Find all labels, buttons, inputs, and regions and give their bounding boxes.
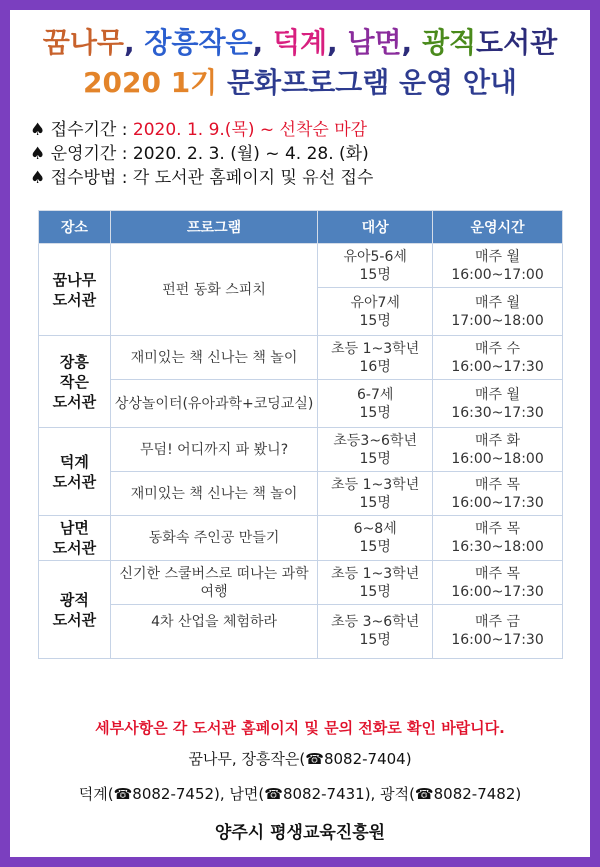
time-text: 매주 목 16:00~17:30 bbox=[451, 476, 544, 511]
time-text: 매주 목 16:00~17:30 bbox=[451, 565, 544, 600]
place-cell bbox=[39, 516, 111, 561]
program-cell bbox=[110, 336, 317, 380]
title-segment: 꿈나무 bbox=[42, 26, 124, 59]
info-label: 접수방법 : bbox=[50, 168, 133, 188]
info-label: 접수기간 : bbox=[50, 120, 133, 140]
target-cell bbox=[318, 428, 433, 472]
spade-bullet-icon: ♠ bbox=[30, 168, 46, 188]
target-cell bbox=[318, 516, 433, 561]
time-cell bbox=[433, 336, 563, 380]
target-cell bbox=[318, 288, 433, 336]
time-text: 매주 수 16:00~17:30 bbox=[451, 340, 544, 375]
title-segment: , bbox=[327, 26, 348, 59]
place-cell bbox=[39, 428, 111, 516]
target-cell bbox=[318, 380, 433, 428]
place-text: 꿈나무 도서관 bbox=[52, 270, 97, 309]
place-text: 덕계 도서관 bbox=[52, 452, 97, 491]
target-cell bbox=[318, 472, 433, 516]
target-cell bbox=[318, 561, 433, 605]
table-row bbox=[39, 244, 563, 288]
place-cell bbox=[39, 561, 111, 659]
time-cell bbox=[433, 605, 563, 659]
program-cell bbox=[110, 472, 317, 516]
table-row bbox=[39, 472, 563, 516]
time-text: 매주 월 16:30~17:30 bbox=[451, 386, 544, 421]
program-text: 동화속 주인공 만들기 bbox=[148, 530, 280, 546]
time-cell bbox=[433, 380, 563, 428]
time-text: 매주 금 16:00~17:30 bbox=[451, 614, 544, 648]
target-text: 유아7세 15명 bbox=[350, 294, 400, 329]
info-section bbox=[30, 118, 570, 190]
program-cell bbox=[110, 561, 317, 605]
title-segment: , bbox=[401, 26, 422, 59]
time-cell bbox=[433, 428, 563, 472]
place-text: 광적 도서관 bbox=[52, 590, 97, 629]
title-segment: 장흥작은 bbox=[144, 26, 253, 59]
header-place: 장소 bbox=[39, 211, 111, 244]
title-segment: 2020 1기 bbox=[83, 66, 227, 99]
program-text: 무덤! 어디까지 파 봤니? bbox=[140, 441, 289, 458]
program-table bbox=[38, 210, 563, 659]
target-text: 초등3~6학년 15명 bbox=[333, 432, 418, 467]
target-text: 6-7세 15명 bbox=[357, 386, 394, 421]
title-segment: , bbox=[123, 26, 145, 59]
table-row bbox=[39, 605, 563, 659]
target-text: 초등 1~3학년 15명 bbox=[331, 476, 420, 511]
info-value: 2020. 2. 3. (월) ~ 4. 28. (화) bbox=[132, 144, 369, 164]
table-row bbox=[39, 336, 563, 380]
spade-bullet-icon: ♠ bbox=[30, 120, 46, 140]
table-header-row bbox=[39, 211, 563, 244]
program-cell bbox=[110, 244, 317, 336]
program-cell bbox=[110, 428, 317, 472]
table-row bbox=[39, 380, 563, 428]
title-segment: 도서관 bbox=[476, 26, 558, 59]
info-label: 운영기간 : bbox=[50, 144, 133, 164]
program-cell bbox=[110, 516, 317, 561]
info-operation-period bbox=[30, 142, 570, 166]
target-text: 6~8세 15명 bbox=[353, 521, 397, 555]
header-program: 프로그램 bbox=[110, 211, 317, 244]
title-segment: , bbox=[252, 26, 273, 59]
target-cell bbox=[318, 336, 433, 380]
spade-bullet-icon: ♠ bbox=[30, 144, 46, 164]
time-cell bbox=[433, 472, 563, 516]
title-line-2 bbox=[10, 66, 590, 100]
title-segment: 남면 bbox=[347, 26, 402, 59]
info-registration-period bbox=[30, 118, 570, 142]
place-cell bbox=[39, 244, 111, 336]
program-text: 4차 산업을 체험하라 bbox=[151, 614, 278, 630]
place-text: 남면 도서관 bbox=[52, 519, 97, 557]
target-text: 초등 3~6학년 15명 bbox=[331, 614, 420, 648]
program-text: 신기한 스쿨버스로 떠나는 과학 여행 bbox=[119, 565, 309, 600]
title-segment: 광적 bbox=[421, 26, 477, 59]
target-cell bbox=[318, 244, 433, 288]
program-text: 펀펀 동화 스피치 bbox=[162, 281, 266, 298]
title-segment: 문화프로그램 운영 안내 bbox=[226, 66, 517, 99]
contact-line-2: 덕계(☎8082-7452), 남면(☎8082-7431), 광적(☎8082-7482) bbox=[78, 785, 522, 803]
time-cell bbox=[433, 244, 563, 288]
time-cell bbox=[433, 288, 563, 336]
info-registration-method bbox=[30, 166, 570, 190]
table-row bbox=[39, 428, 563, 472]
info-value: 2020. 1. 9.(목) ~ 선착순 마감 bbox=[132, 120, 368, 140]
header-time: 운영시간 bbox=[433, 211, 563, 244]
header-target: 대상 bbox=[318, 211, 433, 244]
time-text: 매주 월 16:00~17:00 bbox=[451, 248, 544, 283]
time-cell bbox=[433, 561, 563, 605]
program-cell bbox=[110, 380, 317, 428]
time-text: 매주 화 16:00~18:00 bbox=[451, 432, 544, 467]
organization-name: 양주시 평생교육진흥원 bbox=[214, 823, 386, 843]
time-text: 매주 월 17:00~18:00 bbox=[451, 294, 544, 329]
title-segment: 덕계 bbox=[272, 26, 328, 59]
program-text: 재미있는 책 신나는 책 놀이 bbox=[130, 349, 298, 366]
place-cell bbox=[39, 336, 111, 428]
title-line-1 bbox=[10, 26, 590, 60]
program-text: 상상놀이터(유아과학+코딩교실) bbox=[114, 395, 314, 412]
place-text: 장흥 작은 도서관 bbox=[52, 352, 97, 411]
notice-text: 세부사항은 각 도서관 홈페이지 및 문의 전화로 확인 바랍니다. bbox=[95, 719, 505, 737]
table-row bbox=[39, 561, 563, 605]
target-text: 초등 1~3학년 16명 bbox=[331, 340, 420, 375]
target-text: 유아5-6세 15명 bbox=[343, 248, 407, 283]
info-value: 각 도서관 홈페이지 및 유선 접수 bbox=[132, 168, 374, 188]
time-text: 매주 목 16:30~18:00 bbox=[451, 521, 544, 555]
target-text: 초등 1~3학년 15명 bbox=[331, 565, 420, 600]
target-cell bbox=[318, 605, 433, 659]
table-row bbox=[39, 516, 563, 561]
program-cell bbox=[110, 605, 317, 659]
time-cell bbox=[433, 516, 563, 561]
contact-line-1: 꿈나무, 장흥작은(☎8082-7404) bbox=[188, 750, 412, 768]
program-text: 재미있는 책 신나는 책 놀이 bbox=[130, 485, 298, 502]
